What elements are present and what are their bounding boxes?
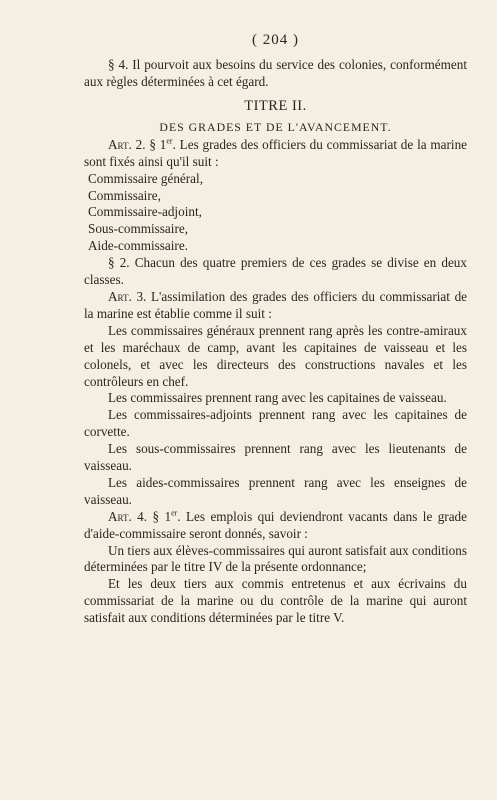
article-4-tiers-eleves: Un tiers aux élèves-commissaires qui auront satisfait aux conditions déterminées par le titre IV de la présente ordonnance; xyxy=(84,542,467,575)
article-3-commissaires: Les commissaires prennent rang avec les capitaines de vaisseau. xyxy=(108,390,447,406)
article-3-paragraph xyxy=(84,289,467,323)
grade-item: Commissaire-adjoint, xyxy=(88,204,202,220)
article-4-paragraph xyxy=(84,509,467,543)
grade-item: Aide-commissaire. xyxy=(88,238,188,254)
page-number: ( 204 ) xyxy=(252,32,299,48)
title-heading: TITRE II. xyxy=(244,97,307,114)
grade-item: Commissaire général, xyxy=(88,170,203,186)
grade-item: Commissaire, xyxy=(88,187,161,203)
article-4-label: Art. 4. xyxy=(108,508,148,524)
article-2-label: Art. 2. xyxy=(108,136,146,152)
article-3-commissaires-adjoints: Les commissaires-adjoints prennent rang avec les capitaines de corvette. xyxy=(84,407,467,440)
article-2-superscript: er xyxy=(166,136,173,146)
subtitle-heading: DES GRADES ET DE L'AVANCEMENT. xyxy=(159,119,392,134)
article-3-label: Art. 3. xyxy=(108,288,147,304)
article-2-paragraph xyxy=(84,137,467,171)
article-2-section-2: § 2. Chacun des quatre premiers de ces grades se divise en deux classes. xyxy=(84,255,467,288)
article-3-sous-commissaires: Les sous-commissaires prennent rang avec les lieutenants de vaisseau. xyxy=(84,441,467,474)
article-2-text: . Les grades des officiers du commissariat de la marine sont fixés ainsi qu'il suit : xyxy=(84,136,468,169)
article-4-section: § 1 xyxy=(152,508,172,524)
article-3-aides-commissaires: Les aides-commissaires prennent rang avec les enseignes de vaisseau. xyxy=(84,474,467,507)
article-3-text: L'assimilation des grades des officiers du commissariat de la marine est établie comme il suit : xyxy=(84,288,468,321)
article-2-section: § 1 xyxy=(149,136,167,152)
grades-list xyxy=(84,171,467,256)
article-3-commissaires-generaux: Les commissaires généraux prennent rang après les contre-amiraux et les maréchaux de camp, avant les capitaines de vaisseau et les colonels, et avec les directeurs des constructions navales et les contrôleurs en chef. xyxy=(84,322,467,389)
grade-item: Sous-commissaire, xyxy=(88,221,188,237)
paragraph-section-4: § 4. Il pourvoit aux besoins du service des colonies, conformément aux règles déterminées à cet égard. xyxy=(84,57,467,89)
article-4-text: . Les emplois qui deviendront vacants dans le grade d'aide-commissaire seront donnés, savoir : xyxy=(84,508,467,541)
article-4-superscript: er xyxy=(171,508,178,518)
article-4-deux-tiers-commis: Et les deux tiers aux commis entretenus et aux écrivains du commissariat de la marine ou du contrôle de la marine qui auront satisfait aux conditions déterminées par le titre V. xyxy=(84,576,467,626)
